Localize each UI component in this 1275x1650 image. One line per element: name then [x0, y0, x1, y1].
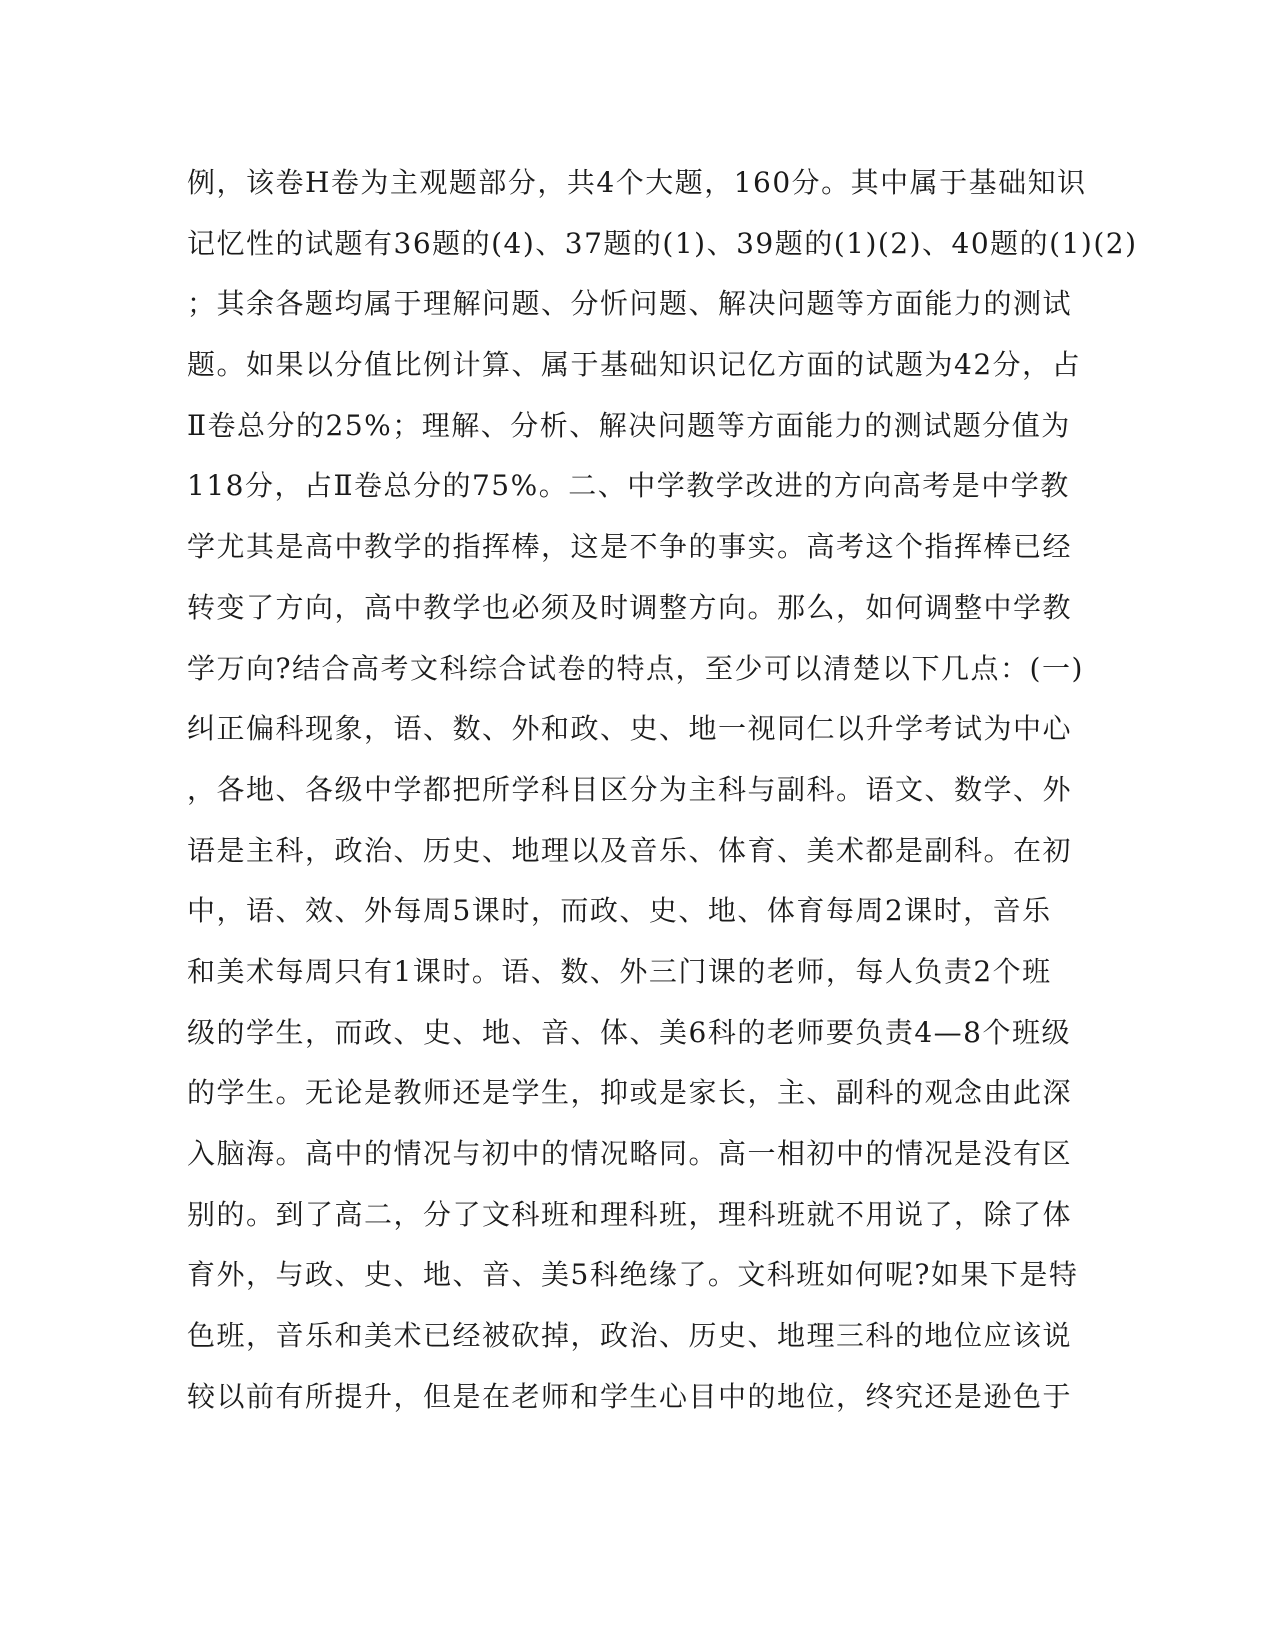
- text-line: 的学生。无论是教师还是学生，抑或是家长，主、副科的观念由此深: [187, 1076, 1073, 1110]
- text-line: 入脑海。高中的情况与初中的情况略同。高一相初中的情况是没有区: [187, 1137, 1073, 1170]
- text-line: 语是主科，政治、历史、地理以及音乐、体育、美术都是副科。在初: [187, 833, 1073, 867]
- text-line: Ⅱ卷总分的25%；理解、分析、解决问题等方面能力的测试题分值为: [187, 408, 1071, 442]
- text-line: 例，该卷H卷为主观题部分，共4个大题，160分。其中属于基础知识: [187, 166, 1087, 199]
- text-line: ，各地、各级中学都把所学科目区分为主科与副科。语文、数学、外: [187, 772, 1073, 806]
- text-line: 级的学生，而政、史、地、音、体、美6科的老师要负责4—8个班级: [187, 1015, 1071, 1049]
- text-line: 色班，音乐和美术已经被砍掉，政治、历史、地理三科的地位应该说: [187, 1319, 1073, 1353]
- text-line: 和美术每周只有1课时。语、数、外三门课的老师，每人负责2个班: [187, 954, 1052, 988]
- text-line: ；其余各题均属于理解问题、分忻问题、解决问题等方面能力的测试: [187, 287, 1073, 321]
- text-line: 纠正偏科现象，语、数、外和政、史、地一视同仁以升学考试为中心: [187, 712, 1073, 746]
- text-line: 记忆性的试题有36题的(4)、37题的(1)、39题的(1)(2)、40题的(1)(2): [187, 226, 1138, 260]
- text-line: 育外，与政、史、地、音、美5科绝缘了。文科班如何呢?如果下是特: [187, 1258, 1079, 1292]
- body-text: [187, 166, 1138, 1440]
- text-line: 题。如果以分值比例计算、属于基础知识记亿方面的试题为42分，占: [187, 348, 1082, 382]
- text-line: 学万向?结合高考文科综合试卷的特点，至少可以清楚以下几点：(一): [187, 651, 1084, 685]
- text-line: 学尤其是高中教学的指挥棒，这是不争的事实。高考这个指挥棒已经: [187, 530, 1073, 564]
- text-line: 别的。到了高二，分了文科班和理科班，理科班就不用说了，除了体: [187, 1197, 1073, 1231]
- text-line: 118分，占Ⅱ卷总分的75%。二、中学教学改进的方向高考是中学教: [187, 469, 1070, 503]
- text-line: 转变了方向，高中教学也必须及时调整方向。那么，如何调整中学教: [187, 590, 1073, 624]
- text-line: 中，语、效、外每周5课时，而政、史、地、体育每周2课时，音乐: [187, 894, 1052, 928]
- text-line: 较以前有所提升，但是在老师和学生心目中的地位，终究还是逊色于: [187, 1379, 1073, 1413]
